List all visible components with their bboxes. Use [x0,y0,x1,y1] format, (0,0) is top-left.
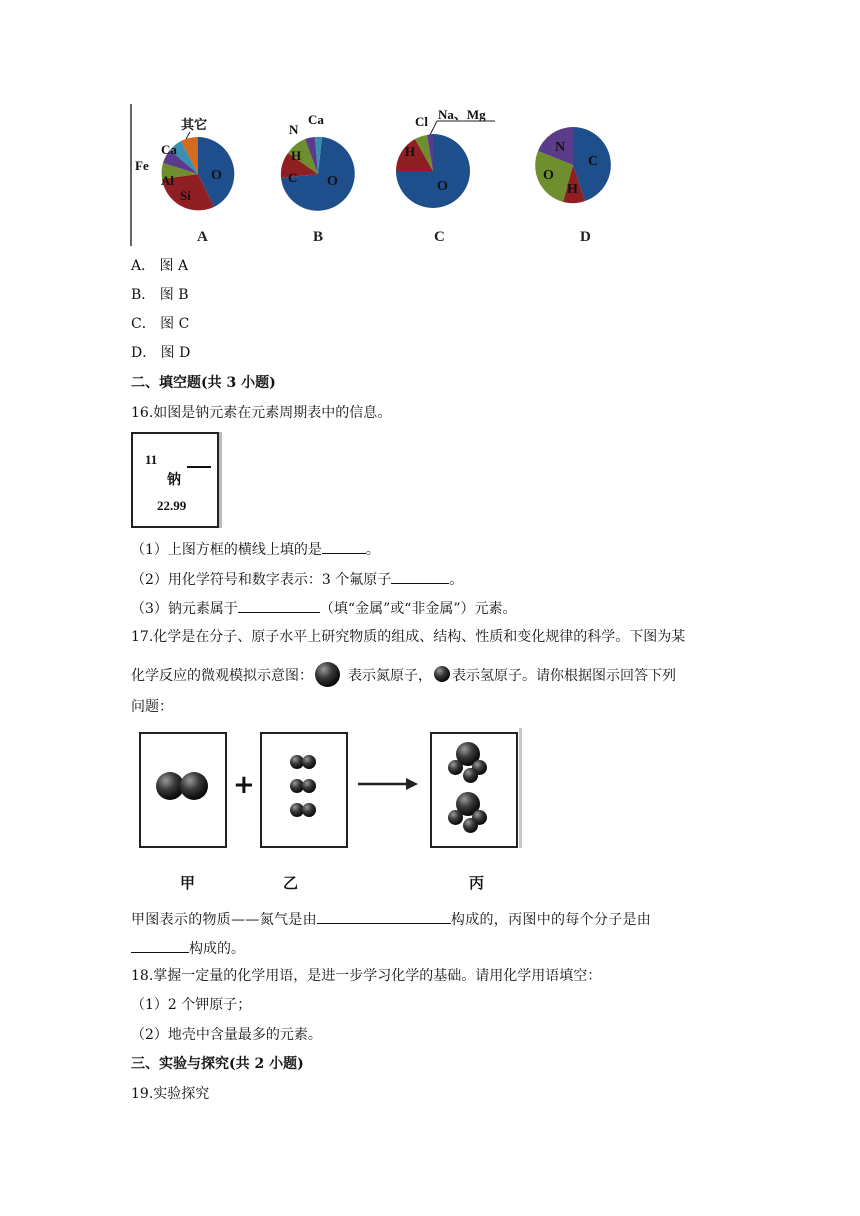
pie-a [135,117,234,210]
q17-answer-line [131,909,651,929]
hydrogen-atom [302,755,316,769]
q19-stem: 19.实验探究 [131,1086,210,1102]
pie-d-label-o: O [543,168,554,183]
q17-blank-1[interactable] [317,909,451,924]
pie-b-label-n: N [289,122,299,137]
pie-a-label-fe: Fe [135,158,149,173]
q17-line2-b: 表示氮原子， [348,668,432,684]
nitrogen-atom-legend-icon [315,662,340,687]
pie-c-label-cl: Cl [415,114,428,129]
pie-d-label-h: H [567,182,578,197]
pie-caption-b: B [313,229,324,245]
pie-d-label-c: C [588,154,599,169]
q16-part1-end: 。 [365,542,380,558]
pie-d [535,127,611,203]
q16-part1-blank[interactable] [322,539,366,554]
symbol-blank-line [187,466,211,468]
q17-answer-c: 构成的。 [189,941,245,957]
pie-c [396,107,495,208]
sodium-atomic-mass: 22.99 [157,498,187,513]
q17-answer-a: 甲图表示的物质——氮气是由 [131,912,317,928]
pie-caption-c: C [434,229,445,245]
pie-b-label-c: C [288,170,298,185]
q18-part1: （1）2 个钾原子； [131,997,252,1013]
pie-b [281,112,355,211]
pie-c-label-na-mg: Na、Mg [438,107,486,122]
plus-sign: + [233,770,255,800]
q16-part1 [131,539,380,559]
q17-line3: 问题： [131,699,173,715]
q16-part3 [131,598,517,618]
section-2-title: 二、填空题(共 3 小题) [131,375,276,391]
pie-b-label-o: O [327,174,338,189]
label-jia: 甲 [180,874,196,892]
hydrogen-atom [463,768,478,783]
hydrogen-atom [448,810,463,825]
hydrogen-atom [302,803,316,817]
q16-part3-blank[interactable] [238,598,320,613]
q16-part2-blank[interactable] [391,569,449,584]
sodium-atomic-number: 11 [145,452,158,467]
pie-caption-a: A [197,229,208,245]
sodium-element-card [131,432,219,528]
q16-part1-text: （1）上图方框的横线上填的是 [131,542,322,558]
pie-b-label-ca: Ca [308,112,324,127]
hydrogen-atom [302,779,316,793]
q16-part2-text: （2）用化学符号和数字表示：3 个氟原子 [131,572,392,588]
q16-part2-end: 。 [449,572,464,588]
box-bing-shadow [519,728,522,848]
q17-answer-b: 构成的，丙图中的每个分子是由 [450,912,652,928]
reaction-arrow-icon [356,776,420,792]
nitrogen-atom [180,772,208,800]
q17-line2-c: 表示氢原子。请你根据图示回答下列 [452,668,676,684]
label-bing: 丙 [469,874,485,892]
hydrogen-atom [448,760,463,775]
option-c[interactable]: C． 图 C [131,316,190,332]
pie-b-label-h: H [291,148,302,163]
pie-d-label-n: N [555,140,566,155]
pie-a-label-other: 其它 [181,117,208,132]
hydrogen-atom-legend-icon [434,666,450,682]
pie-a-label-ca: Ca [161,142,177,157]
pie-a-label-si: Si [180,188,191,203]
q17-blank-2[interactable] [131,938,189,953]
pie-c-label-h: H [405,144,416,159]
q16-part3-end: （填“金属”或“非金属”）元素。 [319,601,517,617]
q17-line2-a: 化学反应的微观模拟示意图： [131,668,313,684]
hydrogen-atom [463,818,478,833]
q18-stem: 18.掌握一定量的化学用语，是进一步学习化学的基础。请用化学用语填空： [131,968,602,984]
reaction-diagram [130,722,530,894]
section-3-title: 三、实验与探究(共 2 小题) [131,1056,304,1072]
option-a[interactable]: A． 图 A [131,258,189,274]
pie-a-label-o: O [211,168,222,183]
q16-stem: 16.如图是钠元素在元素周期表中的信息。 [131,405,392,421]
label-yi: 乙 [283,874,299,892]
option-b[interactable]: B． 图 B [131,287,189,303]
q17-line2 [131,662,676,687]
q18-part2: （2）地壳中含量最多的元素。 [131,1027,322,1043]
element-composition-pie-figure [125,100,625,250]
sodium-name: 钠 [167,472,181,488]
pie-caption-d: D [580,229,591,245]
pie-a-label-al: Al [161,173,174,188]
q17-answer-line-2 [131,938,245,958]
q17-line1: 17.化学是在分子、原子水平上研究物质的组成、结构、性质和变化规律的科学。下图为某 [131,629,686,645]
option-d[interactable]: D． 图 D [131,345,191,361]
q16-part3-text: （3）钠元素属于 [131,601,238,617]
pie-c-label-o: O [437,179,448,194]
q16-part2 [131,569,463,589]
